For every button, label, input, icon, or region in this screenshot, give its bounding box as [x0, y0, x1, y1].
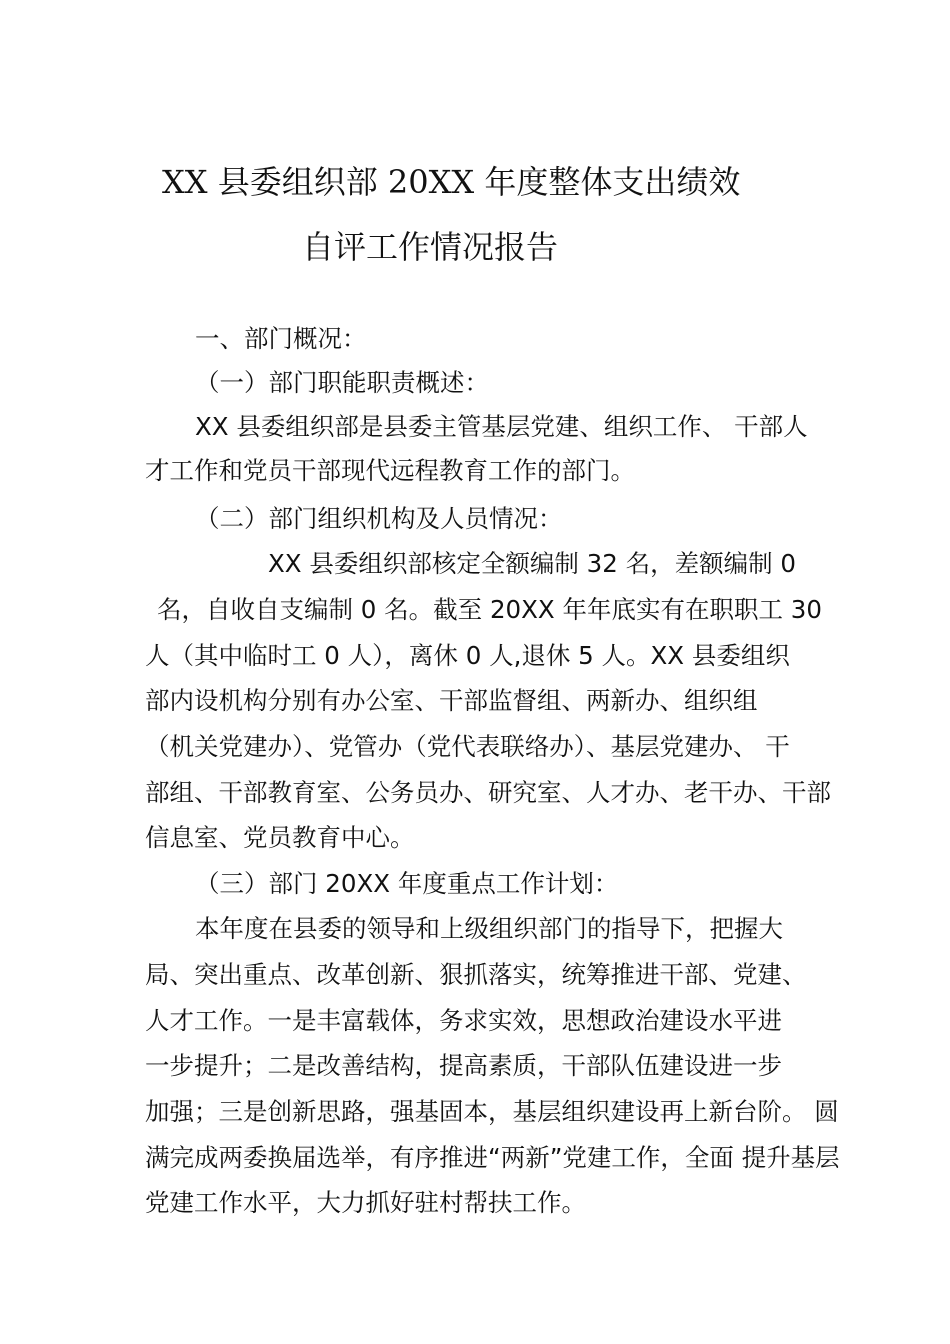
document-title-line-1: XX 县委组织部 20XX 年度整体支出绩效	[162, 163, 741, 201]
paragraph-line: XX 县委组织部核定全额编制 32 名，差额编制 0	[268, 549, 796, 578]
subsection-2-heading: （二）部门组织机构及人员情况：	[195, 504, 563, 533]
paragraph-line: 满完成两委换届选举，有序推进“两新”党建工作，全面 提升基层	[145, 1143, 840, 1172]
paragraph-line: 局、突出重点、改革创新、狠抓落实，统筹推进干部、党建、	[145, 960, 807, 989]
paragraph-line: 党建工作水平，大力抓好驻村帮扶工作。	[145, 1188, 586, 1217]
subsection-3-heading: （三）部门 20XX 年度重点工作计划：	[195, 869, 619, 898]
document-title-line-2: 自评工作情况报告	[302, 228, 559, 266]
paragraph-line: （机关党建办）、党管办（党代表联络办）、基层党建办、 干	[145, 732, 790, 761]
paragraph-line: 名，自收自支编制 0 名。截至 20XX 年年底实有在职职工 30	[157, 595, 822, 624]
paragraph-line: 一步提升；二是改善结构，提高素质，干部队伍建设进一步	[145, 1051, 782, 1080]
paragraph-line: 部内设机构分别有办公室、干部监督组、两新办、组织组	[145, 686, 758, 715]
paragraph-line: 本年度在县委的领导和上级组织部门的指导下，把握大	[195, 914, 783, 943]
paragraph-line: 信息室、党员教育中心。	[145, 823, 415, 852]
paragraph-line: 人（其中临时工 0 人），离休 0 人,退休 5 人。XX 县委组织	[145, 641, 790, 670]
subsection-1-heading: （一）部门职能职责概述：	[195, 368, 489, 397]
paragraph-line: 部组、干部教育室、公务员办、研究室、人才办、老干办、干部	[145, 778, 831, 807]
section-1-heading: 一、部门概况：	[195, 324, 367, 353]
paragraph-line: XX 县委组织部是县委主管基层党建、组织工作、 干部人	[195, 412, 808, 441]
paragraph-line: 加强；三是创新思路，强基固本，基层组织建设再上新台阶。 圆	[145, 1097, 839, 1126]
paragraph-line: 人才工作。一是丰富载体，务求实效，思想政治建设水平进	[145, 1006, 782, 1035]
paragraph-line: 才工作和党员干部现代远程教育工作的部门。	[145, 456, 635, 485]
